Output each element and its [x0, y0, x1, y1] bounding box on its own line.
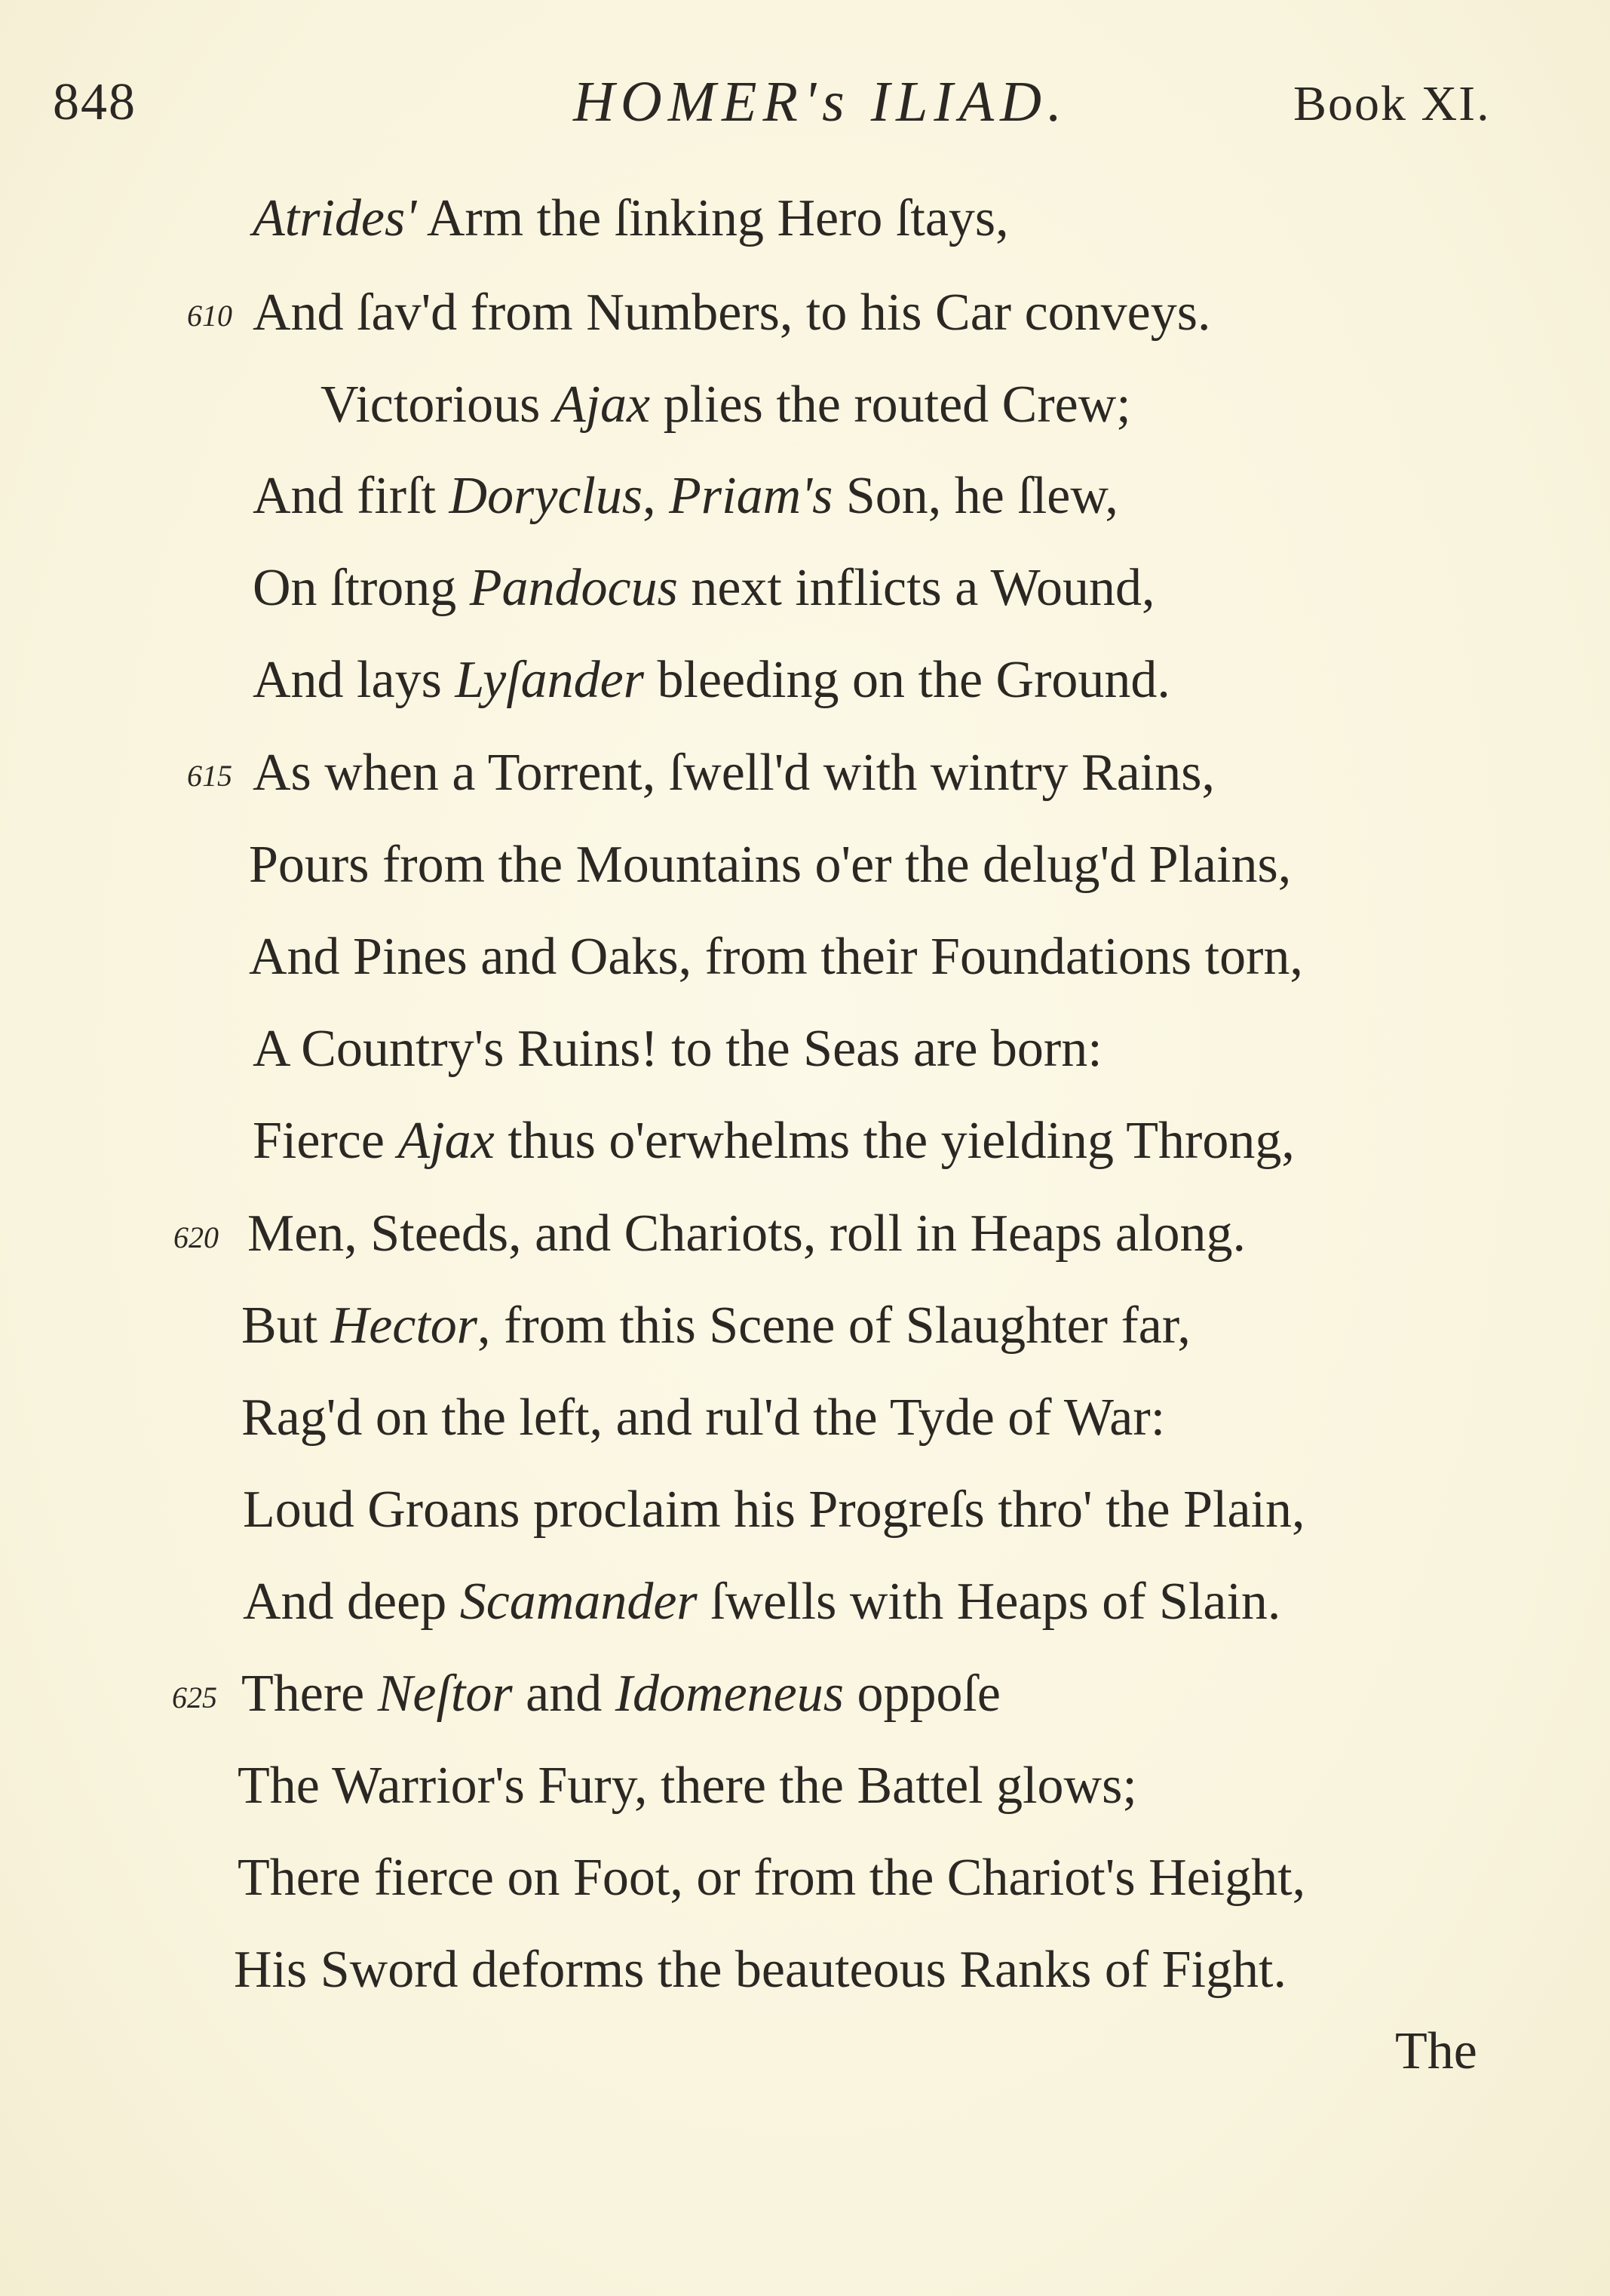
line-number-620: 620: [173, 1220, 219, 1254]
poem-line-5: On ſtrong Pandocus next inflicts a Wound,: [253, 559, 1155, 617]
poem-line-6: And lays Lyſander bleeding on the Ground.: [253, 651, 1170, 709]
page-number: 848: [53, 73, 136, 131]
poem-line-16: And deep Scamander ſwells with Heaps of Slain.: [243, 1573, 1281, 1631]
poem-line-17: There Neſtor and Idomeneus oppoſe: [241, 1665, 1001, 1723]
poem-line-9: And Pines and Oaks, from their Foundations torn,: [249, 928, 1303, 986]
line-number-610: 610: [187, 299, 232, 333]
poem-line-15: Loud Groans proclaim his Progreſs thro' the Plain,: [243, 1481, 1305, 1539]
poem-line-12: Men, Steeds, and Chariots, roll in Heaps along.: [247, 1205, 1246, 1263]
poem-line-20: His Sword deforms the beauteous Ranks of Fight.: [234, 1941, 1286, 1999]
poem-line-11: Fierce Ajax thus o'erwhelms the yielding Throng,: [253, 1112, 1295, 1170]
poem-line-14: Rag'd on the left, and rul'd the Tyde of War:: [241, 1389, 1166, 1447]
poem-line-7: As when a Torrent, ſwell'd with wintry Rains,: [253, 744, 1215, 802]
poem-line-18: The Warrior's Fury, there the Battel glows;: [238, 1757, 1137, 1815]
poem-line-8: Pours from the Mountains o'er the delug'd Plains,: [249, 836, 1292, 894]
line-number-615: 615: [187, 759, 232, 793]
running-title: HOMER's ILIAD.: [573, 70, 1068, 134]
poem-line-1: Atrides' Arm the ſinking Hero ſtays,: [253, 189, 1009, 247]
poem-line-4: And firſt Doryclus, Priam's Son, he ſlew,: [253, 467, 1118, 525]
poem-line-2: And ſav'd from Numbers, to his Car conveys.: [253, 284, 1211, 342]
poem-line-19: There fierce on Foot, or from the Chariot's Height,: [238, 1849, 1306, 1907]
line-number-625: 625: [172, 1681, 217, 1714]
book-label: Book XI.: [1293, 76, 1491, 131]
poem-line-10: A Country's Ruins! to the Seas are born:: [253, 1020, 1102, 1078]
catchword: The: [1395, 2022, 1477, 2080]
poem-line-3: Victorious Ajax plies the routed Crew;: [320, 376, 1131, 434]
poem-line-13: But Hector, from this Scene of Slaughter far,: [241, 1297, 1191, 1355]
